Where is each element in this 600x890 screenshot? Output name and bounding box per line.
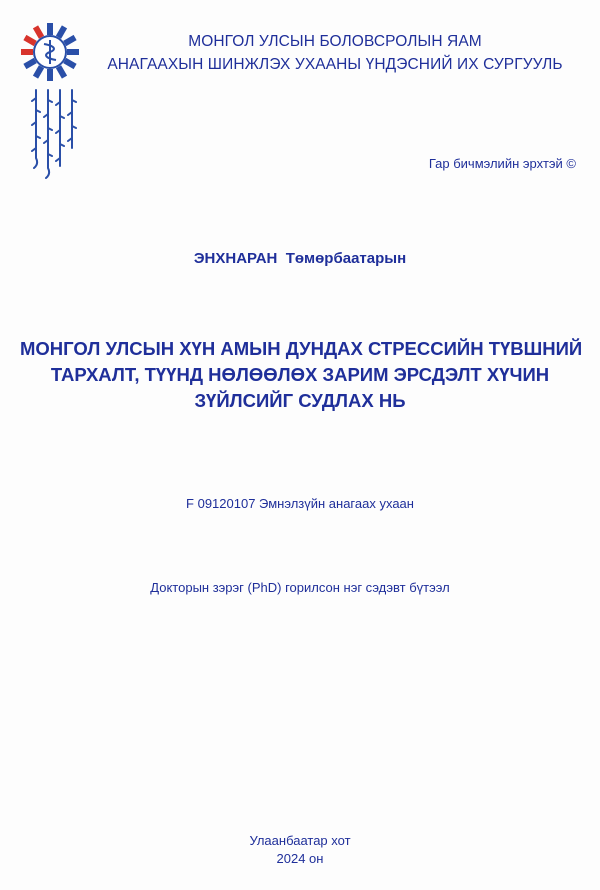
rights-notice: Гар бичмэлийн эрхтэй ©	[428, 156, 576, 171]
place-and-year	[0, 832, 600, 868]
thesis-title-line: ТАРХАЛТ, ТҮҮНД НӨЛӨӨЛӨХ ЗАРИМ ЭРСДЭЛТ ХҮЧИН	[50, 364, 550, 385]
degree-description: Докторын зэрэг (PhD) горилсон нэг сэдэвт бүтээл	[150, 580, 450, 595]
institution-header	[80, 30, 590, 76]
university-name: АНАГААХЫН ШИНЖЛЭХ УХААНЫ ҮНДЭСНИЙ ИХ СУРГУУЛЬ	[107, 56, 563, 73]
thesis-title	[20, 336, 583, 414]
author-name: ЭНХНАРАН Төмөрбаатарын	[193, 250, 407, 267]
year: 2024 он	[276, 851, 324, 866]
thesis-title-line: ЗҮЙЛСИЙГ СУДЛАХ НЬ	[194, 390, 406, 411]
mongolian-script-icon	[28, 88, 80, 180]
city: Улаанбаатар хот	[249, 833, 351, 848]
thesis-title-line: МОНГОЛ УЛСЫН ХҮН АМЫН ДУНДАХ СТРЕССИЙН ТҮВШНИЙ	[20, 338, 583, 359]
university-emblem-icon	[20, 22, 80, 82]
ministry-name: МОНГОЛ УЛСЫН БОЛОВСРОЛЫН ЯАМ	[188, 33, 482, 50]
speciality-code: F 09120107 Эмнэлзүйн анагаах ухаан	[186, 496, 414, 511]
